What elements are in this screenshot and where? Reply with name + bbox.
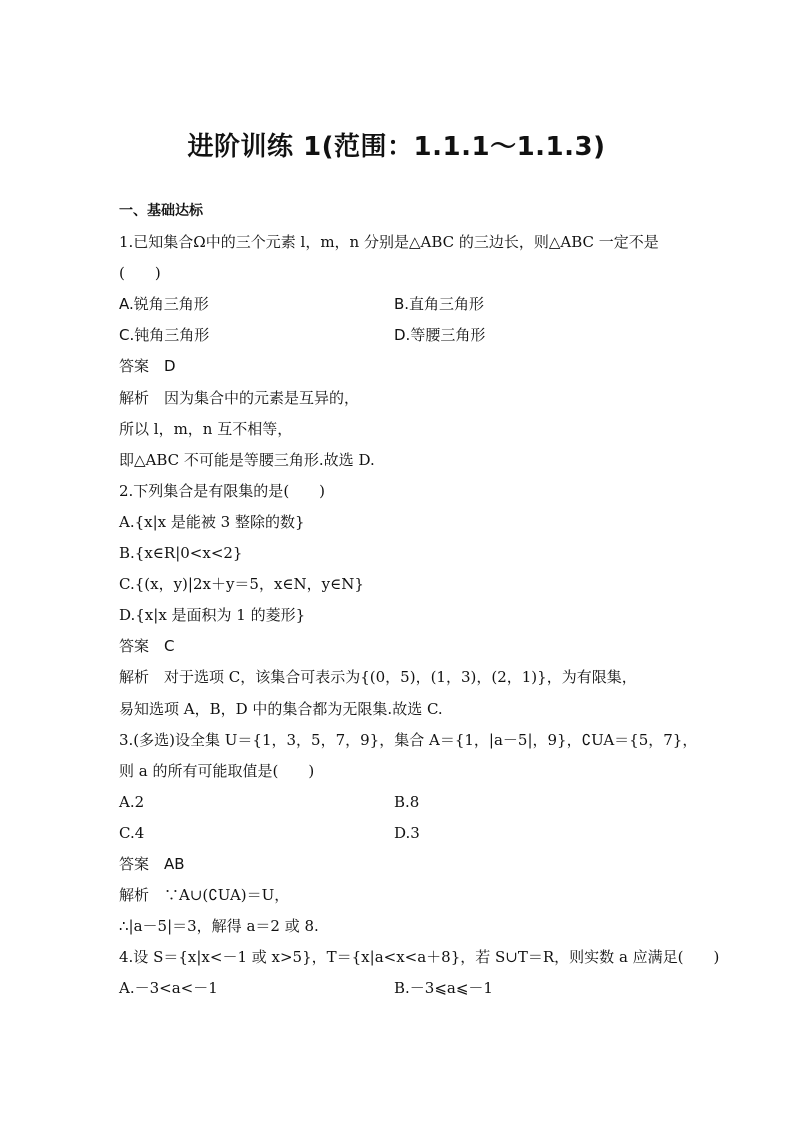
q2-option-d: D.{x|x 是面积为 1 的菱形} <box>119 606 306 625</box>
q1-option-c: C.钝角三角形 <box>119 326 210 345</box>
q2-option-a: A.{x|x 是能被 3 整除的数} <box>119 512 305 531</box>
q2-explanation-line-1: 解析 对于选项 C，该集合可表示为{(0，5)，(1，3)，(2，1)}，为有限集， <box>119 668 637 687</box>
q3-option-b: B.8 <box>394 792 420 811</box>
q3-option-c: C.4 <box>119 823 145 842</box>
q1-explanation-line-1: 解析 因为集合中的元素是互异的， <box>119 388 360 407</box>
q4-option-a: A.－3<a<－1 <box>119 979 218 998</box>
q1-option-a: A.锐角三角形 <box>119 295 209 314</box>
q4-stem: 4.设 S＝{x|x<－1 或 x>5}，T＝{x|a<x<a＋8}，若 S∪T＝R，则实数 a 应满足( ) <box>119 948 720 967</box>
q2-answer: 答案 C <box>119 637 175 656</box>
q2-stem: 2.下列集合是有限集的是( ) <box>119 481 326 500</box>
q3-options-row-1 <box>119 787 689 818</box>
q1-options-row-1 <box>119 289 689 320</box>
q1-answer: 答案 D <box>119 357 176 376</box>
q1-option-b: B.直角三角形 <box>394 295 485 314</box>
q1-stem-line-2: ( ) <box>119 264 161 283</box>
q1-explanation-line-2: 所以 l，m，n 互不相等， <box>119 419 293 438</box>
q3-explanation-line-1: 解析 ∵A∪(∁UA)＝U， <box>119 886 290 905</box>
q3-option-d: D.3 <box>394 823 420 842</box>
q3-option-a: A.2 <box>119 792 145 811</box>
q3-stem-line-2: 则 a 的所有可能取值是( ) <box>119 761 315 780</box>
q1-options-row-2 <box>119 320 689 351</box>
q4-options-row-1 <box>119 973 689 1004</box>
q2-option-b: B.{x∈R|0<x<2} <box>119 544 243 563</box>
section-heading: 一、基础达标 <box>119 203 203 219</box>
page-title: 进阶训练 1(范围：1.1.1～1.1.3) <box>187 132 606 162</box>
q4-option-b: B.－3⩽a⩽－1 <box>394 979 493 998</box>
q2-option-c: C.{(x，y)|2x＋y＝5，x∈N，y∈N} <box>119 575 364 594</box>
q3-options-row-2 <box>119 818 689 849</box>
q2-explanation-line-2: 易知选项 A，B，D 中的集合都为无限集.故选 C. <box>119 699 443 718</box>
document-body <box>119 196 720 1004</box>
q1-option-d: D.等腰三角形 <box>394 326 486 345</box>
q3-answer: 答案 AB <box>119 854 185 873</box>
q1-stem-line-1: 1.已知集合Ω中的三个元素 l，m，n 分别是△ABC 的三边长，则△ABC 一定不是 <box>119 233 659 252</box>
q1-explanation-line-3: 即△ABC 不可能是等腰三角形.故选 D. <box>119 450 375 469</box>
q3-stem-line-1: 3.(多选)设全集 U＝{1，3，5，7，9}，集合 A＝{1，|a－5|，9}，∁UA＝{5，7}， <box>119 730 698 749</box>
q3-explanation-line-2: ∴|a－5|＝3，解得 a＝2 或 8. <box>119 917 319 936</box>
